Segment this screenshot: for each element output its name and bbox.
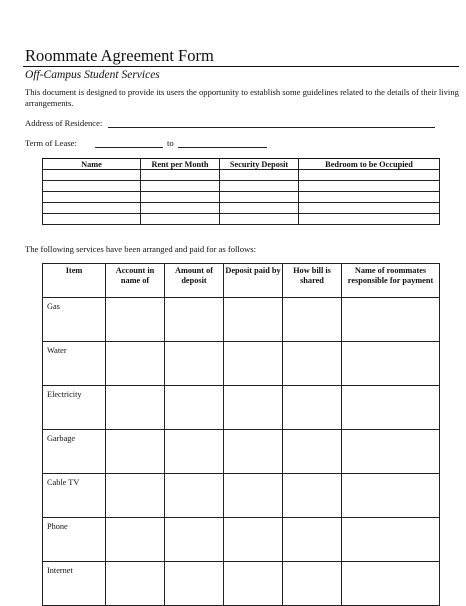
amount-cell[interactable] xyxy=(165,342,224,386)
responsible-cell[interactable] xyxy=(342,562,440,606)
column-header: Security Deposit xyxy=(220,159,299,170)
amount-cell[interactable] xyxy=(165,562,224,606)
responsible-cell[interactable] xyxy=(342,342,440,386)
column-header: Account in name of xyxy=(106,264,165,298)
column-header: Deposit paid by xyxy=(224,264,283,298)
shared-cell[interactable] xyxy=(283,342,342,386)
table-header-row xyxy=(43,264,440,298)
deposit-cell[interactable] xyxy=(220,192,299,203)
amount-cell[interactable] xyxy=(165,430,224,474)
lease-label: Term of Lease: xyxy=(25,138,77,148)
deposit-cell[interactable] xyxy=(220,181,299,192)
rent-cell[interactable] xyxy=(141,170,220,181)
column-header: Rent per Month xyxy=(141,159,220,170)
paid-by-cell[interactable] xyxy=(224,562,283,606)
table-row xyxy=(43,170,440,181)
paid-by-cell[interactable] xyxy=(224,298,283,342)
bedroom-cell[interactable] xyxy=(299,192,440,203)
account-cell[interactable] xyxy=(106,342,165,386)
account-cell[interactable] xyxy=(106,518,165,562)
service-item-gas: Gas xyxy=(43,298,106,342)
table-row xyxy=(43,386,440,430)
form-title: Roommate Agreement Form xyxy=(25,46,214,65)
bedroom-cell[interactable] xyxy=(299,203,440,214)
column-header: How bill is shared xyxy=(283,264,342,298)
table-row xyxy=(43,430,440,474)
name-cell[interactable] xyxy=(43,203,141,214)
paid-by-cell[interactable] xyxy=(224,342,283,386)
paid-by-cell[interactable] xyxy=(224,518,283,562)
responsible-cell[interactable] xyxy=(342,386,440,430)
bedroom-cell[interactable] xyxy=(299,214,440,225)
lease-to-label: to xyxy=(167,138,174,148)
services-intro: The following services have been arranged and paid for as follows: xyxy=(25,244,256,254)
service-item-water: Water xyxy=(43,342,106,386)
rent-cell[interactable] xyxy=(141,214,220,225)
service-item-internet: Internet xyxy=(43,562,106,606)
roommates-table xyxy=(42,158,440,225)
form-subtitle: Off-Campus Student Services xyxy=(25,69,160,81)
table-row xyxy=(43,342,440,386)
account-cell[interactable] xyxy=(106,474,165,518)
shared-cell[interactable] xyxy=(283,562,342,606)
responsible-cell[interactable] xyxy=(342,518,440,562)
lease-end-field[interactable] xyxy=(178,147,267,148)
shared-cell[interactable] xyxy=(283,386,342,430)
column-header: Name xyxy=(43,159,141,170)
service-item-garbage: Garbage xyxy=(43,430,106,474)
shared-cell[interactable] xyxy=(283,430,342,474)
shared-cell[interactable] xyxy=(283,474,342,518)
intro-text: This document is designed to provide its users the opportunity to establish some guidelines related to the details of their living arrangements. xyxy=(25,87,459,108)
table-row xyxy=(43,518,440,562)
column-header: Amount of deposit xyxy=(165,264,224,298)
table-row xyxy=(43,214,440,225)
amount-cell[interactable] xyxy=(165,298,224,342)
paid-by-cell[interactable] xyxy=(224,430,283,474)
service-item-phone: Phone xyxy=(43,518,106,562)
shared-cell[interactable] xyxy=(283,518,342,562)
deposit-cell[interactable] xyxy=(220,214,299,225)
column-header: Name of roommates responsible for payment xyxy=(342,264,440,298)
column-header: Bedroom to be Occupied xyxy=(299,159,440,170)
name-cell[interactable] xyxy=(43,214,141,225)
services-table xyxy=(42,263,440,606)
table-row xyxy=(43,181,440,192)
account-cell[interactable] xyxy=(106,298,165,342)
name-cell[interactable] xyxy=(43,192,141,203)
amount-cell[interactable] xyxy=(165,518,224,562)
paid-by-cell[interactable] xyxy=(224,386,283,430)
table-row xyxy=(43,192,440,203)
account-cell[interactable] xyxy=(106,386,165,430)
rent-cell[interactable] xyxy=(141,192,220,203)
address-label: Address of Residence: xyxy=(25,118,103,128)
table-row xyxy=(43,562,440,606)
lease-start-field[interactable] xyxy=(95,147,163,148)
service-item-electricity: Electricity xyxy=(43,386,106,430)
rent-cell[interactable] xyxy=(141,181,220,192)
table-row xyxy=(43,203,440,214)
name-cell[interactable] xyxy=(43,170,141,181)
name-cell[interactable] xyxy=(43,181,141,192)
service-item-cable-tv: Cable TV xyxy=(43,474,106,518)
rent-cell[interactable] xyxy=(141,203,220,214)
table-header-row xyxy=(43,159,440,170)
amount-cell[interactable] xyxy=(165,474,224,518)
title-rule xyxy=(23,66,459,67)
deposit-cell[interactable] xyxy=(220,203,299,214)
amount-cell[interactable] xyxy=(165,386,224,430)
deposit-cell[interactable] xyxy=(220,170,299,181)
bedroom-cell[interactable] xyxy=(299,181,440,192)
bedroom-cell[interactable] xyxy=(299,170,440,181)
account-cell[interactable] xyxy=(106,430,165,474)
responsible-cell[interactable] xyxy=(342,430,440,474)
table-row xyxy=(43,474,440,518)
responsible-cell[interactable] xyxy=(342,298,440,342)
table-row xyxy=(43,298,440,342)
responsible-cell[interactable] xyxy=(342,474,440,518)
column-header: Item xyxy=(43,264,106,298)
shared-cell[interactable] xyxy=(283,298,342,342)
account-cell[interactable] xyxy=(106,562,165,606)
paid-by-cell[interactable] xyxy=(224,474,283,518)
address-field[interactable] xyxy=(108,127,435,128)
